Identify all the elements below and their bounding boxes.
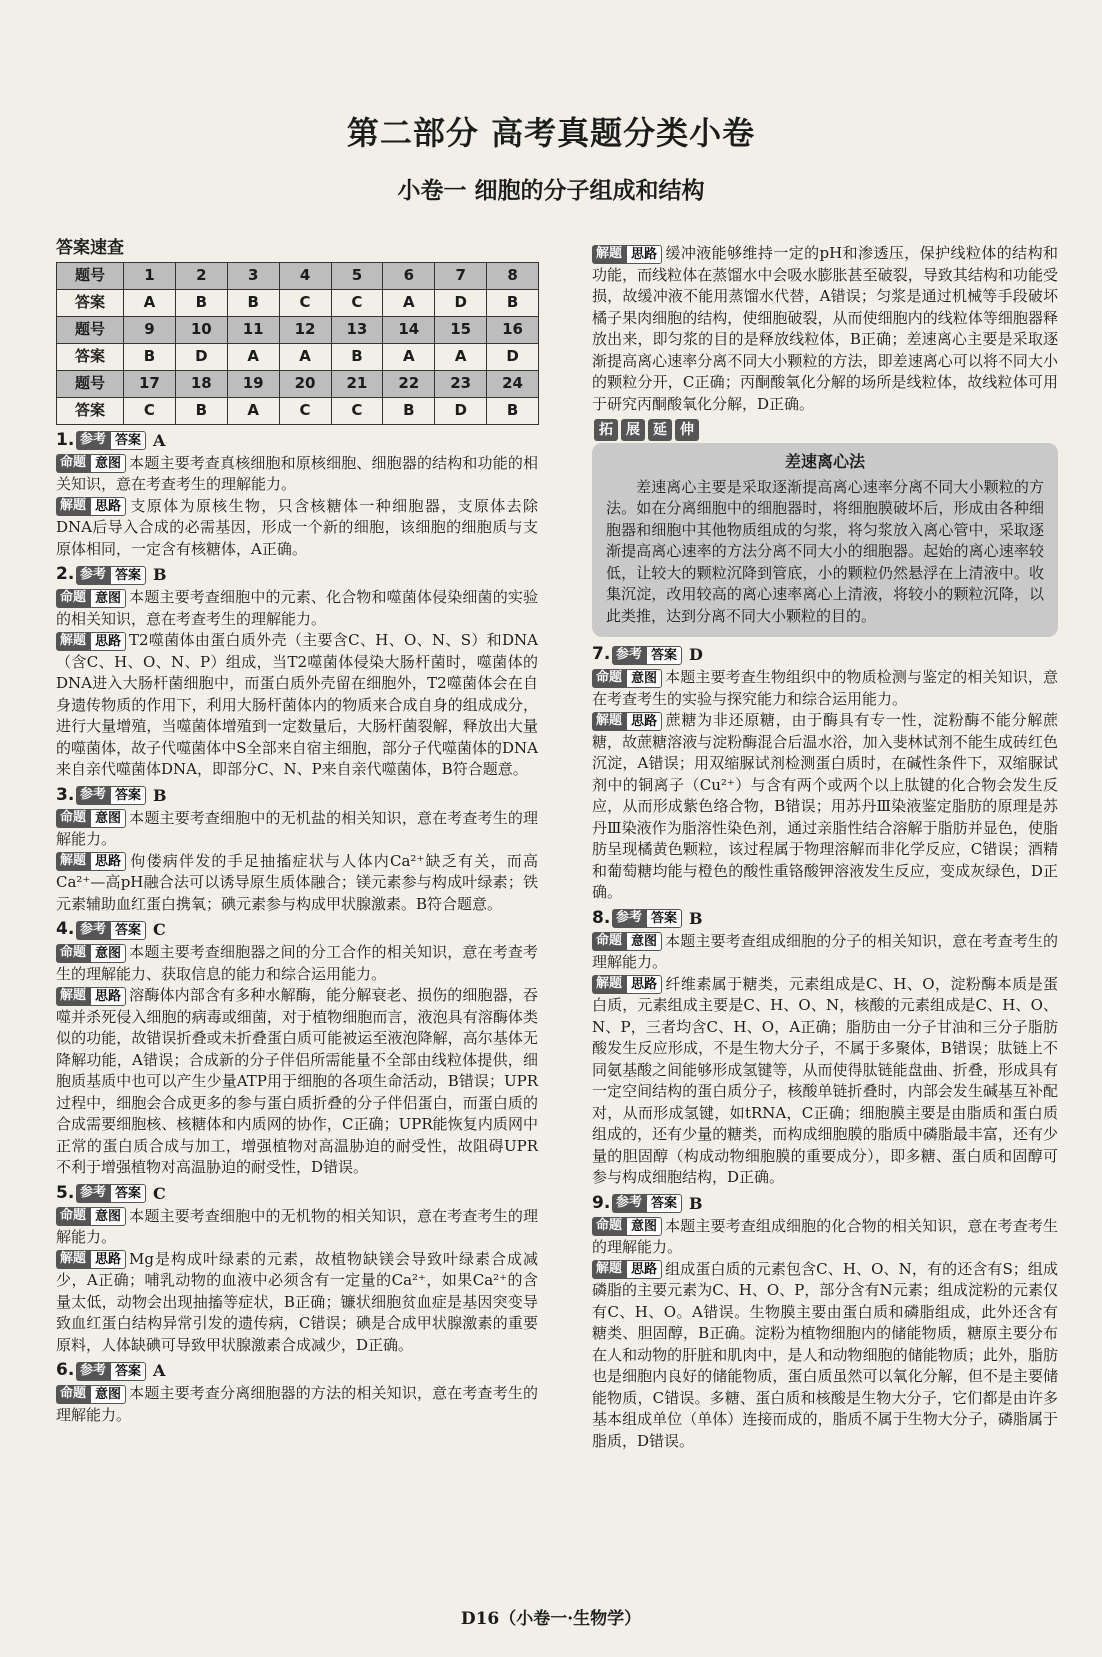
question-item [56, 784, 538, 916]
intent-text: 本题主要考查组成细胞的分子的相关知识，意在考查考生的理解能力。 [592, 931, 1058, 971]
solution-text: 溶酶体内部含有多种水解酶，能分解衰老、损伤的细胞器，吞噬并杀死侵入细胞的病毒或细菌，对于植物细胞而言，液泡具有溶酶体类似的功能，故错误折叠或未折叠蛋白质可能被运至液泡降解，高尔基体无降解功能，A错误；合成新的分子伴侣所需能量不全部由线粒体提供，细胞质基质中也可以产生少量ATP用于细胞的各项生命活动，B错误；UPR过程中，细胞会合成更多的参与蛋白质折叠的分子伴侣蛋白，而蛋白质的合成需要细胞核、核糖体和内质网的协作，C正确；UPR能恢复内质网中正常的蛋白质合成与加工，增强植物对高温胁迫的耐受性，故阻碍UPR不利于增强植物对高温胁迫的耐受性，D错误。 [56, 986, 538, 1176]
answer-cell: A [435, 343, 487, 370]
answer-cell: C [279, 397, 331, 424]
left-column [56, 238, 538, 1426]
question-number-cell: 5 [331, 262, 383, 289]
solution-tag: 解题 思路 [56, 497, 126, 516]
reference-answer: B [153, 565, 167, 585]
answer-cell: A [124, 289, 176, 316]
reference-answer: A [153, 430, 166, 450]
question-number-cell: 11 [227, 316, 279, 343]
intent-text: 本题主要考查细胞中的无机物的相关知识，意在考查考生的理解能力。 [56, 1206, 538, 1246]
answer-cell: B [331, 343, 383, 370]
intent-text: 本题主要考查细胞中的元素、化合物和噬菌体侵染细菌的实验的相关知识，意在考查考生的理解能力。 [56, 588, 538, 628]
question-number-cell: 18 [175, 370, 227, 397]
intent-text: 本题主要考查生物组织中的物质检测与鉴定的相关知识，意在考查考生的实验与探究能力和综合运用能力。 [592, 668, 1058, 708]
answer-cell: B [124, 343, 176, 370]
intent-text: 本题主要考查细胞器之间的分工合作的相关知识，意在考查考生的理解能力、获取信息的能力和综合运用能力。 [56, 943, 538, 983]
solution-tag: 解题 思路 [56, 852, 126, 871]
solution-tag: 解题 思路 [592, 245, 662, 264]
question-item [592, 643, 1058, 904]
row-label: 题号 [57, 262, 124, 289]
row-label: 答案 [57, 289, 124, 316]
solution-text: 纤维素属于糖类，元素组成是C、H、O，淀粉酶本质是蛋白质，元素组成主要是C、H、O、N，核酸的元素组成是C、H、O、N、P，三者均含C、H、O，A正确；脂肪由一分子甘油和三分子脂肪酸发生反应形成，不是生物大分子，不属于多聚体，B错误；肽链上不同氨基酸之间能够形成氢键等，从而使得肽链能盘曲、折叠，形成具有一定空间结构的蛋白质分子，核酸单链折叠时，内部会发生碱基互补配对，从而形成氢键，如tRNA，C正确；细胞膜主要是由脂质和蛋白质组成的，还有少量的糖类，而构成细胞膜的脂质中磷脂最丰富，还有少量的胆固醇（构成动物细胞膜的重要成分），即多糖、蛋白质和固醇可参与构成细胞结构，D正确。 [592, 974, 1058, 1186]
extension-tag-char: 延 [648, 419, 672, 441]
page-footer: D16（小卷一·生物学） [460, 1609, 642, 1629]
answer-cell: C [331, 289, 383, 316]
question-number-cell: 3 [227, 262, 279, 289]
solution-tag: 解题 思路 [56, 1250, 126, 1269]
reference-answer-tag: 参考 答案 [612, 909, 682, 928]
question-item [592, 1192, 1058, 1453]
question-number-cell: 19 [227, 370, 279, 397]
question-number: 6. [56, 1360, 75, 1381]
left-question-list [56, 429, 538, 1427]
question-number-cell: 17 [124, 370, 176, 397]
question-number-cell: 1 [124, 262, 176, 289]
answer-key-table [56, 262, 539, 425]
solution-tag: 解题 思路 [592, 975, 662, 994]
intent-tag: 命题 意图 [592, 669, 662, 688]
reference-answer-tag: 参考 答案 [76, 786, 146, 805]
extension-box [592, 443, 1058, 637]
question-item [56, 918, 538, 1179]
answer-key-number-row [57, 316, 539, 343]
answer-cell: D [435, 289, 487, 316]
question-number-cell: 4 [279, 262, 331, 289]
answer-cell: C [331, 397, 383, 424]
question-number: 3. [56, 784, 75, 805]
answer-key-number-row [57, 370, 539, 397]
reference-answer: B [689, 1193, 703, 1213]
answer-cell: A [227, 397, 279, 424]
answer-cell: B [227, 289, 279, 316]
answer-cell: C [279, 289, 331, 316]
question-number-cell: 6 [383, 262, 435, 289]
answer-cell: B [175, 289, 227, 316]
question-number: 5. [56, 1182, 75, 1203]
page-title: 第二部分 高考真题分类小卷 [346, 114, 756, 152]
question-number-cell: 23 [435, 370, 487, 397]
row-label: 答案 [57, 343, 124, 370]
question-item [56, 563, 538, 781]
intent-text: 本题主要考查细胞中的无机盐的相关知识，意在考查考生的理解能力。 [56, 808, 538, 848]
row-label: 答案 [57, 397, 124, 424]
answer-cell: A [383, 289, 435, 316]
solution-text: 蔗糖为非还原糖，由于酶具有专一性，淀粉酶不能分解蔗糖，故蔗糖溶液与淀粉酶混合后温水浴，加入斐林试剂不能生成砖红色沉淀，A错误；用双缩脲试剂检测蛋白质时，在碱性条件下，双缩脲试剂中的铜离子（Cu²⁺）与含有两个或两个以上肽键的化合物会发生反应，从而形成紫色络合物，B错误；用苏丹Ⅲ染液鉴定脂肪的原理是苏丹Ⅲ染液作为脂溶性染色剂，通过亲脂性结合溶解于脂肪并显色，使脂肪呈现橘黄色颗粒，该过程属于物理溶解而非化学反应，C错误；酒精和葡萄糖均能与橙色的酸性重铬酸钾溶液发生反应，变成灰绿色，D正确。 [592, 711, 1058, 901]
question-number: 7. [592, 644, 611, 665]
question-number: 1. [56, 429, 75, 450]
intent-tag: 命题 意图 [56, 454, 126, 473]
answer-cell: A [383, 343, 435, 370]
intent-tag: 命题 意图 [56, 944, 126, 963]
reference-answer: C [153, 1183, 166, 1203]
solution-text: 缓冲液能够维持一定的pH和渗透压，保护线粒体的结构和功能，而线粒体在蒸馏水中会吸水膨胀甚至破裂，导致其结构和功能受损，故缓冲液不能用蒸馏水代替，A错误；匀浆是通过机械等手段破坏橘子果肉细胞的结构，使细胞破裂，从而使细胞内的线粒体等细胞器释放出来，即匀浆的目的是释放线粒体，B正确；差速离心主要是采取逐渐提高离心速率分离不同大小颗粒的方法，即差速离心可以将不同大小的颗粒分开，C正确；丙酮酸氧化分解的场所是线粒体，故线粒体可用于研究丙酮酸氧化分解，D正确。 [592, 244, 1058, 413]
answer-key-answer-row [57, 397, 539, 424]
question-item [592, 907, 1058, 1189]
reference-answer: B [153, 785, 167, 805]
answer-key-answer-row [57, 343, 539, 370]
solution-text: T2噬菌体由蛋白质外壳（主要含C、H、O、N、S）和DNA（含C、H、O、N、P）组成，当T2噬菌体侵染大肠杆菌时，噬菌体的DNA进入大肠杆菌细胞中，而蛋白质外壳留在细胞外，T2噬菌体会在自身遗传物质的作用下，利用大肠杆菌体内的物质来合成自身的组成成分，进行大量增殖，当噬菌体增殖到一定数量后，大肠杆菌裂解，释放出大量的噬菌体，故子代噬菌体中S全部来自宿主细胞，部分子代噬菌体的DNA来自亲代噬菌体DNA，即部分C、N、P来自亲代噬菌体，B符合题意。 [56, 631, 538, 778]
reference-answer-tag: 参考 答案 [76, 921, 146, 940]
right-column [592, 240, 1058, 1452]
question-number-cell: 13 [331, 316, 383, 343]
intent-tag: 命题 意图 [56, 589, 126, 608]
answer-cell: A [279, 343, 331, 370]
answer-cell: B [383, 397, 435, 424]
answer-cell: A [227, 343, 279, 370]
question-number-cell: 12 [279, 316, 331, 343]
row-label: 题号 [57, 316, 124, 343]
reference-answer-tag: 参考 答案 [76, 566, 146, 585]
question-number-cell: 14 [383, 316, 435, 343]
reference-answer: B [689, 908, 703, 928]
extension-body: 差速离心主要是采取逐渐提高离心速率分离不同大小颗粒的方法。如在分离细胞中的细胞器时，将细胞膜破坏后，形成由各种细胞器和细胞中其他物质组成的匀浆，将匀浆放入离心管中，采取逐渐提高离心速率的方法分离不同大小的细胞器。起始的离心速率较低，让较大的颗粒沉降到管底，小的颗粒仍然悬浮在上清液中。收集沉淀，改用较高的离心速率离心上清液，将较小的颗粒沉降，以此类推，达到分离不同大小颗粒的目的。 [606, 477, 1044, 625]
reference-answer-tag: 参考 答案 [612, 646, 682, 665]
question-number: 2. [56, 564, 75, 585]
section-title: 小卷一 细胞的分子组成和结构 [397, 178, 705, 204]
question-number-cell: 7 [435, 262, 487, 289]
question-item [56, 1182, 538, 1357]
question-number-cell: 15 [435, 316, 487, 343]
intent-text: 本题主要考查组成细胞的化合物的相关知识，意在考查考生的理解能力。 [592, 1216, 1058, 1256]
extension-tag-char: 展 [621, 419, 645, 441]
right-question-list [592, 643, 1058, 1452]
solution-text: Mg是构成叶绿素的元素，故植物缺镁会导致叶绿素合成减少，A正确；哺乳动物的血液中必须含有一定量的Ca²⁺，如果Ca²⁺的含量太低，动物会出现抽搐等症状，B正确；镰状细胞贫血症是基因突变导致血红蛋白结构异常引发的遗传病，C错误；碘是合成甲状腺激素的重要原料，人体缺碘可导致甲状腺激素合成减少，D正确。 [56, 1249, 538, 1354]
question-number: 9. [592, 1192, 611, 1213]
question-item [56, 1359, 538, 1426]
q6-solution-continued [592, 243, 1058, 415]
question-number: 8. [592, 907, 611, 928]
intent-tag: 命题 意图 [592, 1217, 662, 1236]
answer-cell: B [487, 397, 539, 424]
question-number-cell: 20 [279, 370, 331, 397]
extension-tag-char: 伸 [675, 419, 699, 441]
answer-key-answer-row [57, 289, 539, 316]
question-number-cell: 22 [383, 370, 435, 397]
intent-tag: 命题 意图 [56, 1385, 126, 1404]
row-label: 题号 [57, 370, 124, 397]
solution-tag: 解题 思路 [592, 1260, 662, 1279]
answer-cell: B [175, 397, 227, 424]
solution-text: 支原体为原核生物，只含核糖体一种细胞器，支原体去除DNA后导入合成的必需基因，形成一个新的细胞，该细胞的细胞质与支原体相同，一定含有核糖体，A正确。 [56, 496, 538, 558]
answer-cell: D [175, 343, 227, 370]
question-number-cell: 8 [487, 262, 539, 289]
question-number-cell: 10 [175, 316, 227, 343]
answer-key-heading: 答案速查 [56, 238, 124, 258]
solution-text: 组成蛋白质的元素包含C、H、O、N，有的还含有S；组成磷脂的主要元素为C、H、O、P，部分含有N元素；组成淀粉的元素仅有C、H、O。A错误。生物膜主要由蛋白质和磷脂组成，此外还含有糖类、胆固醇，B正确。淀粉为植物细胞内的储能物质，糖原主要分布在人和动物的肝脏和肌肉中，是人和动物细胞的储能物质；此外，脂肪也是细胞内良好的储能物质，蛋白质虽然可以氧化分解，但不是主要储能物质，C错误。多糖、蛋白质和核酸是生物大分子，它们都是由许多基本组成单位（单体）连接而成的，脂质不属于生物大分子，磷脂属于脂质，D错误。 [592, 1259, 1058, 1450]
extension-title: 差速离心法 [784, 452, 865, 471]
reference-answer: D [689, 645, 703, 665]
reference-answer: A [153, 1361, 166, 1381]
intent-tag: 命题 意图 [592, 932, 662, 951]
intent-tag: 命题 意图 [56, 809, 126, 828]
question-number-cell: 16 [487, 316, 539, 343]
extension-tag [594, 419, 1058, 441]
question-number-cell: 21 [331, 370, 383, 397]
intent-tag: 命题 意图 [56, 1207, 126, 1226]
question-number-cell: 9 [124, 316, 176, 343]
question-number: 4. [56, 919, 75, 940]
extension-tag-char: 拓 [594, 419, 618, 441]
solution-tag: 解题 思路 [56, 632, 126, 651]
solution-tag: 解题 思路 [56, 987, 126, 1006]
reference-answer-tag: 参考 答案 [612, 1194, 682, 1213]
solution-text: 佝偻病伴发的手足抽搐症状与人体内Ca²⁺缺乏有关，而高Ca²⁺—高pH融合法可以诱导原生质体融合；镁元素参与构成叶绿素；铁元素辅助血红蛋白携氧；碘元素参与构成甲状腺激素。B符合题意。 [56, 851, 538, 913]
intent-text: 本题主要考查分离细胞器的方法的相关知识，意在考查考生的理解能力。 [56, 1384, 538, 1424]
intent-text: 本题主要考查真核细胞和原核细胞、细胞器的结构和功能的相关知识，意在考查考生的理解能力。 [56, 453, 538, 493]
answer-cell: C [124, 397, 176, 424]
reference-answer-tag: 参考 答案 [76, 1184, 146, 1203]
answer-cell: D [435, 397, 487, 424]
question-number-cell: 24 [487, 370, 539, 397]
reference-answer-tag: 参考 答案 [76, 1362, 146, 1381]
answer-cell: D [487, 343, 539, 370]
question-item [56, 429, 538, 561]
answer-key-number-row [57, 262, 539, 289]
question-number-cell: 2 [175, 262, 227, 289]
reference-answer-tag: 参考 答案 [76, 431, 146, 450]
reference-answer: C [153, 920, 166, 940]
answer-cell: B [487, 289, 539, 316]
solution-tag: 解题 思路 [592, 712, 662, 731]
